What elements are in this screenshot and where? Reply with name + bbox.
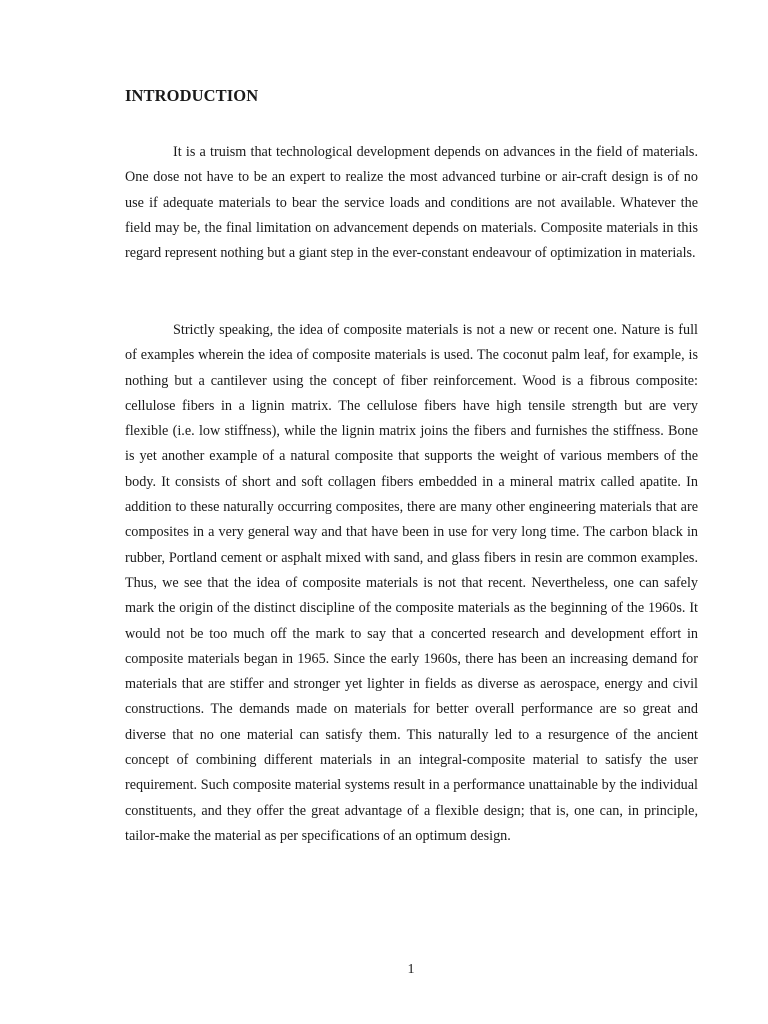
section-heading: INTRODUCTION bbox=[125, 86, 259, 105]
paragraph-intro: It is a truism that technological development depends on advances in the field of materials. One dose not have to be an expert to realize the most advanced turbine or air-craft design is of no use if adequate materials to bear the service loads and conditions are not available. Whatever the field may be, the final limitation on advancement depends on materials. Composite materials in this regard represent nothing but a giant step in the ever-constant endeavour of optimization in materials. bbox=[125, 144, 698, 262]
paragraph-history: Strictly speaking, the idea of composite materials is not a new or recent one. Nature is full of examples wherein the idea of composite materials is used. The coconut palm leaf, for example, is nothing but a cantilever using the concept of fiber reinforcement. Wood is a fibrous composite: cellulose fibers in a lignin matrix. The cellulose fibers have high tensile strength but are very flexible (i.e. low stiffness), while the lignin matrix joins the fibers and furnishes the stiffness. Bone is yet another example of a natural composite that supports the weight of various members of the body. It consists of short and soft collagen fibers embedded in a mineral matrix called apatite. In addition to these naturally occurring composites, there are many other engineering materials that are composites in a very general way and that have been in use for very long time. The carbon black in rubber, Portland cement or asphalt mixed with sand, and glass fibers in resin are common examples. Thus, we see that the idea of composite materials is not that recent. Nevertheless, one can safely mark the origin of the distinct discipline of the composite materials as the beginning of the 1960s. It would not be too much off the mark to say that a concerted research and development effort in composite materials began in 1965. Since the early 1960s, there has been an increasing demand for materials that are stiffer and stronger yet lighter in fields as diverse as aerospace, energy and civil constructions. The demands made on materials for better overall performance are so great and diverse that no one material can satisfy them. This naturally led to a resurgence of the ancient concept of combining different materials in an integral-composite material to satisfy the user requirement. Such composite material systems result in a performance unattainable by the individual constituents, and they offer the great advantage of a flexible design; that is, one can, in principle, tailor-make the material as per specifications of an optimum design. bbox=[125, 322, 698, 844]
page-number: 1 bbox=[407, 962, 415, 977]
